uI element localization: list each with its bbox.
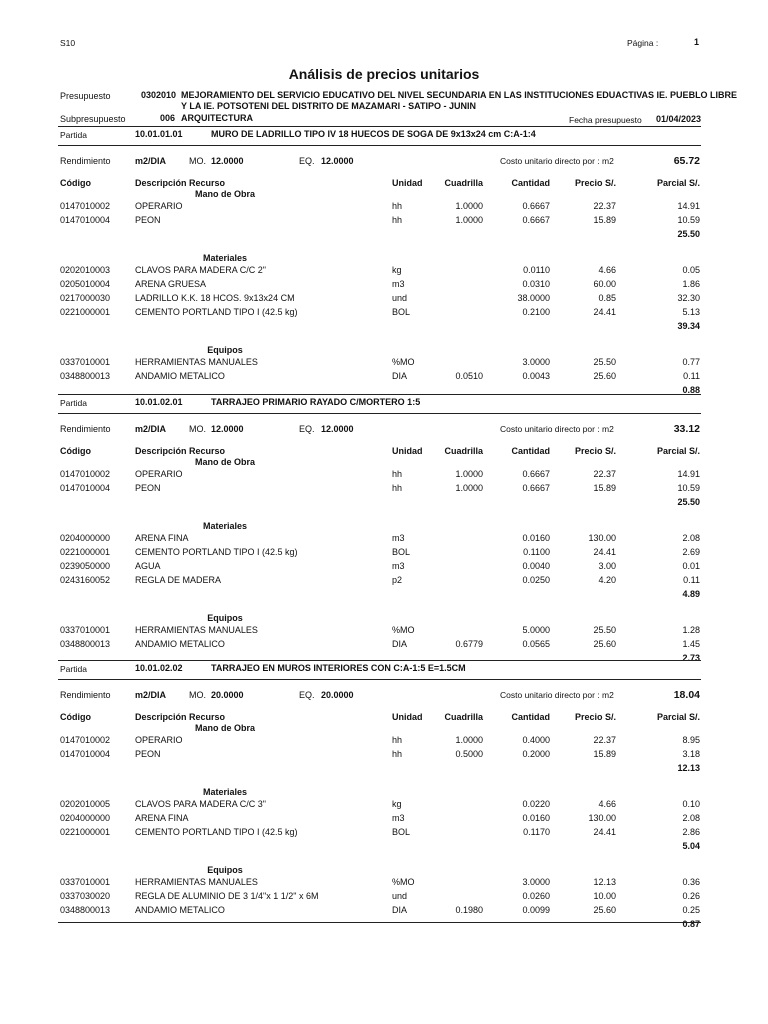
costo-unitario-total: 18.04 bbox=[673, 689, 700, 701]
divider-line bbox=[58, 679, 701, 680]
resource-precio: 130.00 bbox=[588, 533, 616, 543]
costo-unitario-label: Costo unitario directo por : m2 bbox=[500, 156, 614, 166]
resource-precio: 15.89 bbox=[593, 749, 616, 759]
resource-description: HERRAMIENTAS MANUALES bbox=[135, 625, 258, 635]
divider-line bbox=[58, 394, 701, 395]
resource-cuadrilla: 1.0000 bbox=[455, 735, 483, 745]
resource-unit: BOL bbox=[392, 307, 411, 317]
resource-description: PEON bbox=[135, 215, 161, 225]
resource-unit: kg bbox=[392, 265, 402, 275]
resource-description: PEON bbox=[135, 483, 161, 493]
col-header-descripcion: Descripción Recurso bbox=[135, 712, 226, 722]
col-header-cantidad: Cantidad bbox=[511, 446, 550, 456]
resource-precio: 15.89 bbox=[593, 215, 616, 225]
resource-precio: 3.00 bbox=[598, 561, 616, 571]
divider-line bbox=[58, 660, 701, 661]
group-title: Mano de Obra bbox=[194, 457, 255, 467]
page-title: Análisis de precios unitarios bbox=[288, 66, 480, 82]
resource-unit: BOL bbox=[392, 547, 411, 557]
page-label: Página : bbox=[627, 38, 659, 48]
group-title: Materiales bbox=[202, 787, 248, 797]
resource-unit: und bbox=[392, 293, 408, 303]
resource-cuadrilla: 1.0000 bbox=[455, 469, 483, 479]
group-subtotal: 12.13 bbox=[677, 763, 700, 773]
resource-precio: 22.37 bbox=[593, 735, 616, 745]
resource-precio: 25.50 bbox=[593, 357, 616, 367]
resource-precio: 25.60 bbox=[593, 639, 616, 649]
resource-description: CEMENTO PORTLAND TIPO I (42.5 kg) bbox=[135, 307, 298, 317]
partida-name: MURO DE LADRILLO TIPO IV 18 HUECOS DE SOGA DE 9x13x24 cm C:A-1:4 bbox=[211, 129, 536, 139]
resource-cantidad: 0.0110 bbox=[523, 265, 550, 275]
resource-cantidad: 0.0220 bbox=[522, 799, 550, 809]
resource-precio: 4.20 bbox=[598, 575, 616, 585]
resource-code: 0337010001 bbox=[60, 877, 111, 887]
resource-precio: 25.60 bbox=[593, 371, 616, 381]
col-header-codigo: Código bbox=[60, 712, 91, 722]
resource-parcial: 1.45 bbox=[682, 639, 700, 649]
resource-cantidad: 0.0160 bbox=[522, 533, 550, 543]
resource-unit: hh bbox=[392, 201, 403, 211]
partida-label: Partida bbox=[60, 398, 87, 408]
resource-description: HERRAMIENTAS MANUALES bbox=[135, 877, 258, 887]
eq-value: 20.0000 bbox=[321, 690, 354, 700]
subpresupuesto-name: ARQUITECTURA bbox=[181, 113, 253, 123]
col-header-codigo: Código bbox=[60, 178, 91, 188]
resource-unit: hh bbox=[392, 469, 403, 479]
group-subtotal: 25.50 bbox=[677, 497, 700, 507]
resource-parcial: 1.86 bbox=[682, 279, 700, 289]
col-header-codigo: Código bbox=[60, 446, 91, 456]
resource-cuadrilla: 1.0000 bbox=[455, 215, 483, 225]
resource-cantidad: 3.0000 bbox=[522, 877, 550, 887]
resource-code: 0147010004 bbox=[60, 483, 111, 493]
resource-description: CEMENTO PORTLAND TIPO I (42.5 kg) bbox=[135, 547, 298, 557]
eq-label: EQ. bbox=[299, 424, 315, 434]
resource-description: OPERARIO bbox=[135, 735, 183, 745]
resource-unit: hh bbox=[392, 483, 403, 493]
resource-code: 0337030020 bbox=[60, 891, 111, 901]
resource-precio: 130.00 bbox=[588, 813, 616, 823]
resource-code: 0221000001 bbox=[60, 827, 111, 837]
resource-cantidad: 3.0000 bbox=[522, 357, 550, 367]
resource-cantidad: 5.0000 bbox=[522, 625, 550, 635]
partida-name: TARRAJEO EN MUROS INTERIORES CON C:A-1:5 E=1.5CM bbox=[211, 663, 466, 673]
divider-line bbox=[58, 145, 701, 146]
resource-description: LADRILLO K.K. 18 HCOS. 9x13x24 CM bbox=[135, 293, 295, 303]
fecha-value: 01/04/2023 bbox=[656, 114, 702, 124]
resource-cuadrilla: 0.5000 bbox=[455, 749, 483, 759]
resource-code: 0204000000 bbox=[60, 533, 111, 543]
group-title: Equipos bbox=[207, 613, 243, 623]
col-header-parcial: Parcial S/. bbox=[656, 446, 700, 456]
resource-parcial: 0.10 bbox=[682, 799, 700, 809]
resource-code: 0348800013 bbox=[60, 639, 111, 649]
resource-description: HERRAMIENTAS MANUALES bbox=[135, 357, 258, 367]
resource-parcial: 0.25 bbox=[682, 905, 700, 915]
resource-parcial: 10.59 bbox=[677, 215, 700, 225]
group-subtotal: 0.87 bbox=[682, 919, 700, 929]
resource-description: REGLA DE ALUMINIO DE 3 1/4"x 1 1/2" x 6M bbox=[135, 891, 319, 901]
presupuesto-name-line2: Y LA IE. POTSOTENI DEL DISTRITO DE MAZAMARI - SATIPO - JUNIN bbox=[181, 101, 477, 111]
resource-cantidad: 0.0043 bbox=[522, 371, 550, 381]
group-subtotal: 5.04 bbox=[682, 841, 700, 851]
group-subtotal: 4.89 bbox=[682, 589, 700, 599]
resource-parcial: 14.91 bbox=[677, 201, 700, 211]
eq-value: 12.0000 bbox=[321, 156, 354, 166]
resource-unit: %MO bbox=[392, 357, 415, 367]
resource-cantidad: 0.0099 bbox=[522, 905, 550, 915]
resource-parcial: 0.05 bbox=[682, 265, 700, 275]
resource-code: 0204000000 bbox=[60, 813, 111, 823]
resource-cantidad: 0.0250 bbox=[522, 575, 550, 585]
group-subtotal: 39.34 bbox=[677, 321, 700, 331]
resource-precio: 60.00 bbox=[593, 279, 616, 289]
resource-parcial: 0.11 bbox=[683, 575, 700, 585]
resource-cantidad: 0.0260 bbox=[522, 891, 550, 901]
resource-description: ANDAMIO METALICO bbox=[135, 905, 225, 915]
group-subtotal: 25.50 bbox=[677, 229, 700, 239]
resource-description: AGUA bbox=[135, 561, 161, 571]
divider-line bbox=[58, 413, 701, 414]
presupuesto-label: Presupuesto bbox=[60, 91, 111, 101]
mo-label: MO. bbox=[189, 690, 206, 700]
divider-line bbox=[58, 922, 701, 923]
resource-cantidad: 0.2000 bbox=[522, 749, 550, 759]
group-title: Equipos bbox=[207, 345, 243, 355]
resource-cantidad: 0.0310 bbox=[522, 279, 550, 289]
resource-unit: hh bbox=[392, 749, 403, 759]
report-code: S10 bbox=[60, 38, 76, 48]
resource-description: ARENA GRUESA bbox=[135, 279, 207, 289]
resource-description: OPERARIO bbox=[135, 469, 183, 479]
resource-description: REGLA DE MADERA bbox=[135, 575, 222, 585]
resource-precio: 4.66 bbox=[598, 265, 616, 275]
resource-description: CLAVOS PARA MADERA C/C 2" bbox=[135, 265, 266, 275]
col-header-unidad: Unidad bbox=[392, 446, 423, 456]
group-subtotal: 2.73 bbox=[682, 653, 700, 663]
resource-description: ARENA FINA bbox=[135, 533, 189, 543]
resource-code: 0221000001 bbox=[60, 307, 111, 317]
costo-unitario-total: 33.12 bbox=[673, 423, 700, 435]
resource-cuadrilla: 0.0510 bbox=[455, 371, 483, 381]
resource-code: 0202010005 bbox=[60, 799, 111, 809]
fecha-label: Fecha presupuesto bbox=[569, 115, 642, 125]
resource-parcial: 2.86 bbox=[682, 827, 700, 837]
rendimiento-label: Rendimiento bbox=[60, 690, 111, 700]
mo-label: MO. bbox=[189, 424, 206, 434]
mo-label: MO. bbox=[189, 156, 206, 166]
resource-code: 0348800013 bbox=[60, 905, 111, 915]
resource-description: PEON bbox=[135, 749, 161, 759]
resource-precio: 15.89 bbox=[593, 483, 616, 493]
resource-parcial: 0.36 bbox=[682, 877, 700, 887]
resource-code: 0239050000 bbox=[60, 561, 111, 571]
resource-parcial: 0.01 bbox=[682, 561, 700, 571]
group-title: Materiales bbox=[202, 521, 248, 531]
resource-description: CEMENTO PORTLAND TIPO I (42.5 kg) bbox=[135, 827, 298, 837]
resource-cantidad: 0.0040 bbox=[522, 561, 550, 571]
resource-unit: und bbox=[392, 891, 408, 901]
resource-code: 0205010004 bbox=[60, 279, 111, 289]
resource-description: ANDAMIO METALICO bbox=[135, 639, 225, 649]
resource-description: ARENA FINA bbox=[135, 813, 189, 823]
resource-unit: %MO bbox=[392, 625, 415, 635]
resource-parcial: 5.13 bbox=[682, 307, 700, 317]
resource-cantidad: 38.0000 bbox=[517, 293, 550, 303]
page-number: 1 bbox=[694, 37, 700, 47]
resource-parcial: 2.08 bbox=[682, 533, 700, 543]
resource-precio: 4.66 bbox=[598, 799, 616, 809]
resource-parcial: 14.91 bbox=[677, 469, 700, 479]
resource-description: OPERARIO bbox=[135, 201, 183, 211]
resource-parcial: 32.30 bbox=[677, 293, 700, 303]
resource-cantidad: 0.1100 bbox=[523, 547, 550, 557]
resource-cantidad: 0.6667 bbox=[522, 483, 550, 493]
resource-parcial: 2.08 bbox=[682, 813, 700, 823]
eq-label: EQ. bbox=[299, 156, 315, 166]
resource-unit: p2 bbox=[392, 575, 403, 585]
resource-unit: kg bbox=[392, 799, 402, 809]
resource-parcial: 8.95 bbox=[682, 735, 700, 745]
group-title: Materiales bbox=[202, 253, 248, 263]
resource-unit: hh bbox=[392, 735, 403, 745]
resource-precio: 24.41 bbox=[593, 827, 616, 837]
resource-parcial: 0.77 bbox=[682, 357, 700, 367]
resource-code: 0348800013 bbox=[60, 371, 111, 381]
resource-unit: BOL bbox=[392, 827, 411, 837]
resource-precio: 24.41 bbox=[593, 547, 616, 557]
resource-description: CLAVOS PARA MADERA C/C 3" bbox=[135, 799, 266, 809]
resource-cantidad: 0.6667 bbox=[522, 469, 550, 479]
resource-code: 0243160052 bbox=[60, 575, 111, 585]
resource-precio: 0.85 bbox=[598, 293, 616, 303]
resource-precio: 22.37 bbox=[593, 201, 616, 211]
group-title: Mano de Obra bbox=[194, 723, 255, 733]
col-header-parcial: Parcial S/. bbox=[656, 712, 700, 722]
partida-code: 10.01.02.01 bbox=[135, 397, 183, 407]
divider-line bbox=[58, 126, 701, 127]
mo-value: 12.0000 bbox=[211, 156, 244, 166]
resource-parcial: 0.26 bbox=[682, 891, 700, 901]
resource-unit: DIA bbox=[392, 905, 408, 915]
resource-cuadrilla: 0.1980 bbox=[455, 905, 483, 915]
costo-unitario-total: 65.72 bbox=[673, 155, 700, 167]
resource-parcial: 0.11 bbox=[683, 371, 700, 381]
resource-parcial: 2.69 bbox=[682, 547, 700, 557]
rendimiento-unit: m2/DIA bbox=[135, 156, 167, 166]
resource-cuadrilla: 1.0000 bbox=[455, 483, 483, 493]
resource-cantidad: 0.4000 bbox=[522, 735, 550, 745]
rendimiento-label: Rendimiento bbox=[60, 156, 111, 166]
resource-cantidad: 0.6667 bbox=[522, 201, 550, 211]
eq-value: 12.0000 bbox=[321, 424, 354, 434]
col-header-cuadrilla: Cuadrilla bbox=[444, 446, 483, 456]
group-title: Equipos bbox=[207, 865, 243, 875]
resource-unit: m3 bbox=[392, 279, 405, 289]
resource-precio: 10.00 bbox=[593, 891, 616, 901]
mo-value: 12.0000 bbox=[211, 424, 244, 434]
col-header-unidad: Unidad bbox=[392, 178, 423, 188]
rendimiento-label: Rendimiento bbox=[60, 424, 111, 434]
eq-label: EQ. bbox=[299, 690, 315, 700]
resource-unit: m3 bbox=[392, 561, 405, 571]
partida-label: Partida bbox=[60, 664, 87, 674]
resource-parcial: 3.18 bbox=[682, 749, 700, 759]
resource-precio: 22.37 bbox=[593, 469, 616, 479]
col-header-unidad: Unidad bbox=[392, 712, 423, 722]
resource-code: 0147010004 bbox=[60, 215, 111, 225]
resource-code: 0147010002 bbox=[60, 469, 111, 479]
resource-cantidad: 0.1170 bbox=[523, 827, 550, 837]
resource-unit: DIA bbox=[392, 639, 408, 649]
col-header-precio: Precio S/. bbox=[574, 178, 616, 188]
resource-unit: hh bbox=[392, 215, 403, 225]
col-header-descripcion: Descripción Recurso bbox=[135, 446, 226, 456]
costo-unitario-label: Costo unitario directo por : m2 bbox=[500, 690, 614, 700]
col-header-precio: Precio S/. bbox=[574, 446, 616, 456]
col-header-cuadrilla: Cuadrilla bbox=[444, 178, 483, 188]
col-header-cuadrilla: Cuadrilla bbox=[444, 712, 483, 722]
presupuesto-name-line1: MEJORAMIENTO DEL SERVICIO EDUCATIVO DEL NIVEL SECUNDARIA EN LAS INSTITUCIONES EDUACTIVAS IE. PUEBLO LIBRE bbox=[181, 90, 738, 100]
rendimiento-unit: m2/DIA bbox=[135, 424, 167, 434]
resource-code: 0221000001 bbox=[60, 547, 111, 557]
group-subtotal: 0.88 bbox=[682, 385, 700, 395]
mo-value: 20.0000 bbox=[211, 690, 244, 700]
presupuesto-code: 0302010 bbox=[141, 90, 177, 100]
costo-unitario-label: Costo unitario directo por : m2 bbox=[500, 424, 614, 434]
resource-precio: 12.13 bbox=[593, 877, 616, 887]
resource-cantidad: 0.0565 bbox=[522, 639, 550, 649]
resource-unit: m3 bbox=[392, 533, 405, 543]
resource-cantidad: 0.6667 bbox=[522, 215, 550, 225]
resource-code: 0147010004 bbox=[60, 749, 111, 759]
rendimiento-unit: m2/DIA bbox=[135, 690, 167, 700]
partida-label: Partida bbox=[60, 130, 87, 140]
subpresupuesto-code: 006 bbox=[160, 113, 176, 123]
col-header-cantidad: Cantidad bbox=[511, 712, 550, 722]
group-title: Mano de Obra bbox=[194, 189, 255, 199]
resource-description: ANDAMIO METALICO bbox=[135, 371, 225, 381]
resource-unit: DIA bbox=[392, 371, 408, 381]
resource-cuadrilla: 1.0000 bbox=[455, 201, 483, 211]
resource-precio: 24.41 bbox=[593, 307, 616, 317]
resource-parcial: 10.59 bbox=[677, 483, 700, 493]
resource-code: 0147010002 bbox=[60, 201, 111, 211]
resource-parcial: 1.28 bbox=[682, 625, 700, 635]
col-header-descripcion: Descripción Recurso bbox=[135, 178, 226, 188]
resource-code: 0202010003 bbox=[60, 265, 111, 275]
partida-code: 10.01.01.01 bbox=[135, 129, 183, 139]
partida-name: TARRAJEO PRIMARIO RAYADO C/MORTERO 1:5 bbox=[211, 397, 421, 407]
resource-code: 0337010001 bbox=[60, 625, 111, 635]
resource-code: 0217000030 bbox=[60, 293, 111, 303]
resource-code: 0337010001 bbox=[60, 357, 111, 367]
partida-code: 10.01.02.02 bbox=[135, 663, 183, 673]
resource-cantidad: 0.2100 bbox=[522, 307, 550, 317]
col-header-cantidad: Cantidad bbox=[511, 178, 550, 188]
resource-unit: m3 bbox=[392, 813, 405, 823]
subpresupuesto-label: Subpresupuesto bbox=[60, 114, 126, 124]
resource-precio: 25.60 bbox=[593, 905, 616, 915]
col-header-parcial: Parcial S/. bbox=[656, 178, 700, 188]
col-header-precio: Precio S/. bbox=[574, 712, 616, 722]
resource-cuadrilla: 0.6779 bbox=[455, 639, 483, 649]
resource-precio: 25.50 bbox=[593, 625, 616, 635]
resource-cantidad: 0.0160 bbox=[522, 813, 550, 823]
resource-code: 0147010002 bbox=[60, 735, 111, 745]
resource-unit: %MO bbox=[392, 877, 415, 887]
